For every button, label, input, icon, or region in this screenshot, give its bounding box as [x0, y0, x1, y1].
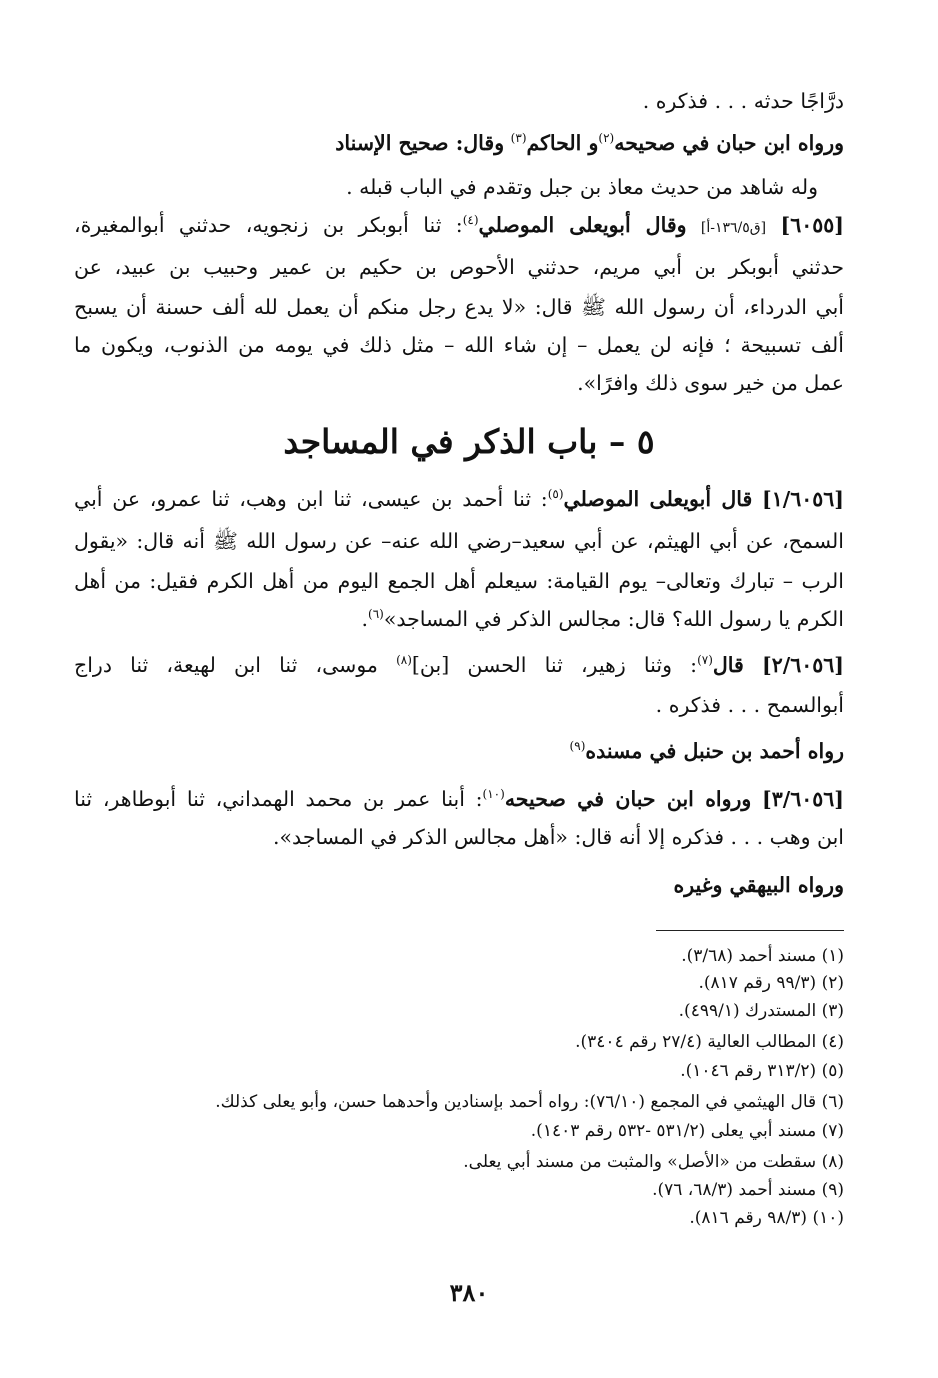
line-text: موسى، ثنا ابن لهيعة، ثنا دراج	[74, 653, 378, 677]
line-text: : ثنا أحمد بن عيسى، ثنا ابن وهب، ثنا عمرو، عن أبي	[74, 487, 548, 511]
line-text: الكرم يا رسول الله؟ قال: مجالس الذكر في المساجد»	[383, 607, 844, 631]
line-text: .	[361, 607, 368, 631]
text-line	[74, 292, 844, 322]
text-line	[74, 566, 844, 596]
line-text: درَّاجًا حدثه . . . فذكره .	[642, 89, 844, 113]
bold-text: قال أبويعلى الموصلي	[563, 487, 753, 511]
bold-text: وقال: صحيح الإسناد	[335, 131, 505, 155]
text-line	[74, 128, 844, 158]
line-text: عمل من خير سوى ذلك وافرًا».	[577, 371, 844, 395]
text-line	[74, 736, 844, 766]
bold-text: وقال أبويعلى الموصلي	[478, 213, 687, 237]
bold-text: ورواه ابن حبان في صحيحه	[614, 131, 844, 155]
text-line	[74, 526, 844, 556]
manuscript-ref: [ق١٣٦/٥-أ]	[700, 220, 767, 236]
footnote-marker: (٥)	[547, 487, 564, 501]
line-text: حدثني أبوبكر بن أبي مريم، حدثني الأحوص بن حكيم بن عمير وحبيب بن عبيد، عن	[74, 255, 844, 279]
text-line	[74, 172, 818, 202]
text-line	[74, 252, 844, 282]
line-text: أبي الدرداء، أن رسول الله ﷺ قال: «لا يدع رجل منكم أن يعمل لله ألف حسنة أن يسبح	[74, 295, 844, 319]
bold-text: ورواه البيهقي وغيره	[673, 873, 844, 897]
line-text: ألف تسبيحة ؛ فإنه لن يعمل – إن شاء الله – مثل ذلك في يومه من الذنوب، ويكون ما	[74, 333, 844, 357]
line-text: : وثنا زهير، ثنا الحسن [بن]	[411, 653, 698, 677]
footnote-marker: (٨)	[396, 653, 412, 667]
footnote-marker: (١٠)	[482, 787, 505, 801]
hadith-number: [٢/٦٠٥٦]	[762, 653, 844, 677]
bold-text: و الحاكم	[526, 131, 599, 155]
hadith-number: [٣/٦٠٥٦]	[762, 787, 844, 811]
footnote-marker: (٣)	[510, 131, 527, 145]
footnote: (١٠) (٩٨/٣ رقم ٨١٦).	[689, 1208, 844, 1228]
chapter-heading: ٥ – باب الذكر في المساجد	[283, 422, 655, 461]
line-text: : ثنا أبوبكر بن زنجويه، حدثني أبوالمغيرة،	[74, 213, 463, 237]
hadith-number: [١/٦٠٥٦]	[762, 487, 844, 511]
text-line	[74, 822, 844, 852]
footnote: (٧) مسند أبي يعلى (٥٣١/٢ -٥٣٢ رقم ١٤٠٣).	[530, 1121, 844, 1141]
text-line	[74, 690, 844, 720]
footnote-marker: (٢)	[598, 131, 615, 145]
line-text: : أبنا عمر بن محمد الهمداني، ثنا أبوطاهر، ثنا	[74, 787, 483, 811]
bold-text: رواه أحمد بن حنبل في مسنده	[585, 739, 844, 763]
footnote: (٤) المطالب العالية (٢٧/٤ رقم ٣٤٠٤).	[575, 1032, 844, 1052]
text-line	[74, 210, 844, 243]
footnote-marker: (٩)	[569, 739, 586, 753]
footnote: (٦) قال الهيثمي في المجمع (٧٦/١٠): رواه أحمد بإسنادين وأحدهما حسن، وأبو يعلى كذلك.	[215, 1092, 844, 1112]
footnote: (١) مسند أحمد (٣/٦٨).	[681, 946, 844, 966]
text-line	[74, 330, 844, 360]
footnote: (٢) (٩٩/٣ رقم ٨١٧).	[698, 973, 844, 993]
footnote-marker: (٧)	[697, 653, 713, 667]
text-line	[74, 870, 844, 900]
line-text: ابن وهب . . . فذكره إلا أنه قال: «أهل مجالس الذكر في المساجد».	[273, 825, 844, 849]
text-line	[74, 484, 844, 514]
footnote: (٥) (٣١٣/٢ رقم ١٠٤٦).	[680, 1061, 844, 1081]
text-line	[74, 650, 844, 680]
footnote-marker: (٤)	[462, 213, 479, 227]
hadith-number: [٦٠٥٥]	[780, 213, 844, 237]
text-line	[74, 784, 844, 814]
text-line	[74, 368, 844, 398]
bold-text: قال	[712, 653, 744, 677]
footnote-marker: (٦)	[368, 607, 384, 621]
footnote-separator	[656, 930, 844, 931]
text-line	[74, 604, 844, 634]
line-text: أبوالسمح . . . فذكره .	[655, 693, 844, 717]
footnote: (٨) سقطت من «الأصل» والمثبت من مسند أبي يعلى.	[463, 1152, 844, 1172]
bold-text: ورواه ابن حبان في صحيحه	[504, 787, 752, 811]
line-text: الرب – تبارك وتعالى– يوم القيامة: سيعلم أهل الجمع اليوم من أهل الكرم فقيل: من أهل	[74, 569, 844, 593]
line-text: السمح، عن أبي الهيثم، عن أبي سعيد–رضي الله عنه– عن رسول الله ﷺ أنه قال: «يقول	[74, 529, 844, 553]
footnote: (٣) المستدرك (٤٩٩/١).	[678, 1001, 844, 1021]
page-number: ٣٨٠	[449, 1278, 489, 1307]
line-text: وله شاهد من حديث معاذ بن جبل وتقدم في الباب قبله .	[346, 175, 818, 199]
text-line	[74, 86, 844, 116]
footnote: (٩) مسند أحمد (٦٨/٣، ٧٦).	[652, 1180, 844, 1200]
